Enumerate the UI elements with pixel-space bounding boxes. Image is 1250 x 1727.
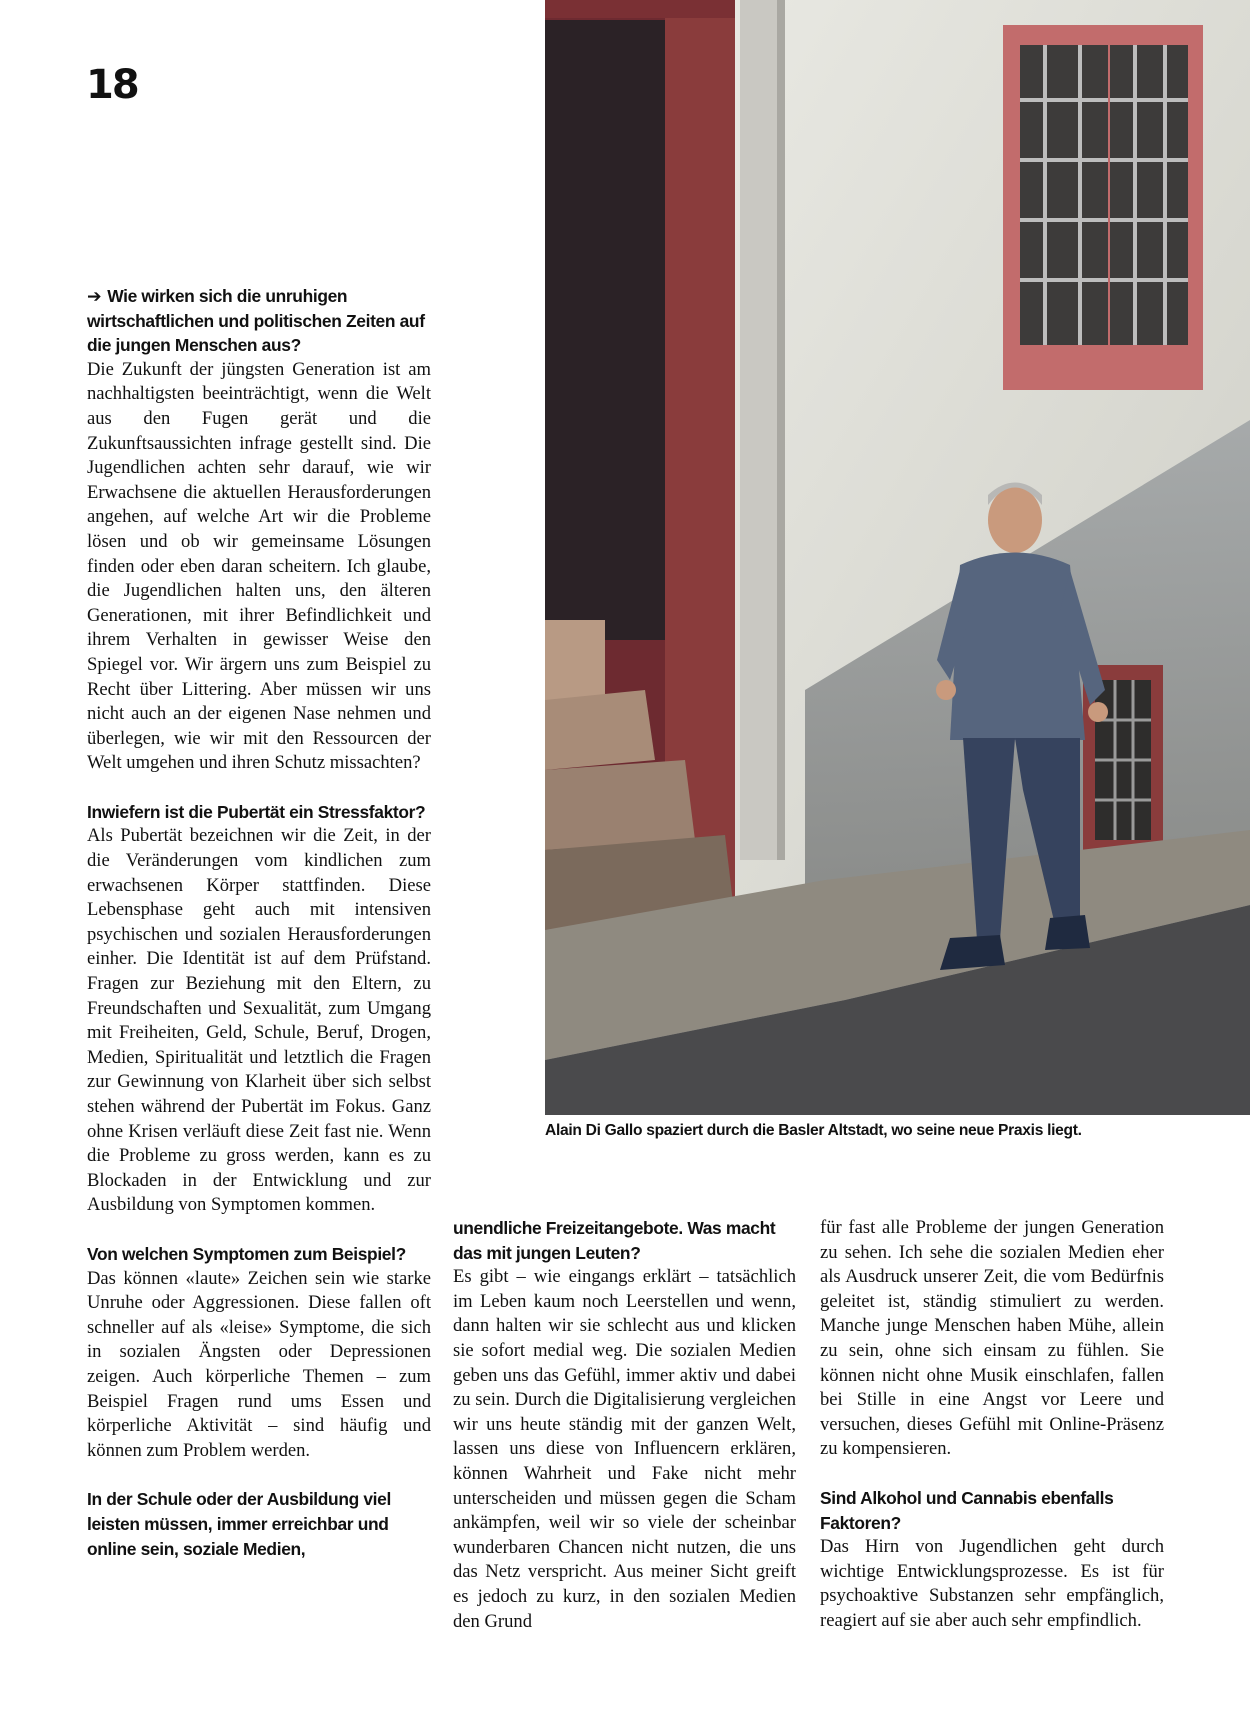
answer-4: Es gibt – wie eingangs erklärt – tatsächlich im Leben kaum noch Leerstellen und wenn, dann halten wir sie schlecht aus und klicken sie sofort medial weg. Die sozialen Medien geben uns das Gefühl, immer aktiv und dabei zu sein. Durch die Digitalisierung vergleichen wir uns heute ständig mit der ganzen Welt, lassen uns diese von Influencern erklären, können Wahrheit und Fake nicht mehr unterscheiden und müssen gegen die Scham ankämpfen, weil wir so viele der scheinbar wunderbaren Chancen nicht nutzen, die uns das Netz verspricht. Aus meiner Sicht greift es jedoch zu kurz, in den sozialen Medien den Grund [453,1266,796,1632]
portrait-photo [545,0,1250,1115]
answer-4-continued: für fast alle Probleme der jungen Generation zu sehen. Ich sehe die sozialen Medien eher als Ausdruck unserer Zeit, die vom Bedürfnis geleitet ist, ständig stimuliert zu werden. Manche junge Menschen haben Mühe, allein zu sein, ohne sich einsam zu fühlen. Sie können nicht ohne Musik einschlafen, fallen bei Stille in eine Angst vor Leere und versuchen, dieses Gefühl mit Online-Präsenz zu kompensieren. [820,1217,1164,1460]
column-1 [87,284,431,1561]
page-number: 18 [86,62,138,108]
photo-illustration [545,0,1250,1115]
column-3 [820,1216,1164,1634]
photo-caption: Alain Di Gallo spaziert durch die Basler Altstadt, wo seine neue Praxis liegt. [545,1122,1082,1139]
question-2: Inwiefern ist die Pubertät ein Stressfaktor? [87,801,426,822]
column-2 [453,1216,796,1634]
answer-1: Die Zukunft der jüngsten Generation ist am nachhaltigsten beeinträchtigt, wenn die Welt aus den Fugen gerät und die Zukunftsaussichten infrage gestellt sind. Die Jugendlichen achten sehr darauf, wie wir Erwachsene die aktuellen Herausforderungen angehen, auf welche Art wir die Probleme lösen und ob wir gemeinsame Lösungen finden oder eben daran scheitern. Ich glaube, die Jugendlichen halten uns, den älteren Generationen, mit ihrer Befindlichkeit und ihrem Verhalten in gewisser Weise den Spiegel vor. Wir ärgern uns zum Beispiel zu Recht über Littering. Aber müssen wir uns nicht auch an der eigenen Nase nehmen und überlegen, wie wir mit den Ressourcen der Welt umgehen und ihren Schutz missachten? [87,358,431,774]
question-1: ➔ Wie wirken sich die unruhigen wirtschaftlichen und politischen Zeiten auf die jungen Menschen aus? [87,286,425,356]
arrow-right-icon: ➔ [87,286,102,306]
question-4-start: In der Schule oder der Ausbildung viel leisten müssen, immer erreichbar und online sein, soziale Medien, [87,1489,391,1559]
answer-2: Als Pubertät bezeichnen wir die Zeit, in der die Veränderungen vom kindlichen zum erwachsenen Körper stattfinden. Diese Lebensphase geht auch mit intensiven psychischen und sozialen Herausforderungen einher. Die Identität ist auf dem Prüfstand. Fragen zur Beziehung mit den Eltern, zu Freundschaften und Sexualität, zum Umgang mit Freiheiten, Geld, Schule, Beruf, Drogen, Medien, Spiritualität und letztlich die Fragen zur Gewinnung von Klarheit über sich selbst stehen während der Pubertät im Fokus. Ganz ohne Krisen verläuft diese Zeit fast nie. Wenn die Probleme zu gross werden, kann es zu Blockaden in der Entwicklung und zur Ausbildung von Symptomen kommen. [87,825,431,1216]
answer-5: Das Hirn von Jugendlichen geht durch wichtige Entwicklungsprozesse. Es ist für psychoaktive Substanzen sehr empfänglich, reagiert auf sie aber auch sehr empfindlich. [820,1536,1164,1631]
question-5: Sind Alkohol und Cannabis ebenfalls Faktoren? [820,1487,1114,1533]
question-4-end: unendliche Freizeitangebote. Was macht das mit jungen Leuten? [453,1218,776,1263]
answer-3: Das können «laute» Zeichen sein wie starke Unruhe oder Aggressionen. Diese fallen oft schneller auf als «leise» Symptome, die sich in sozialen Ängsten oder Depressionen zeigen. Auch körperliche Themen – zum Beispiel Fragen rund ums Essen und körperliche Aktivität – sind häufig und können zum Problem werden. [87,1267,431,1461]
question-3: Von welchen Symptomen zum Beispiel? [87,1243,406,1264]
